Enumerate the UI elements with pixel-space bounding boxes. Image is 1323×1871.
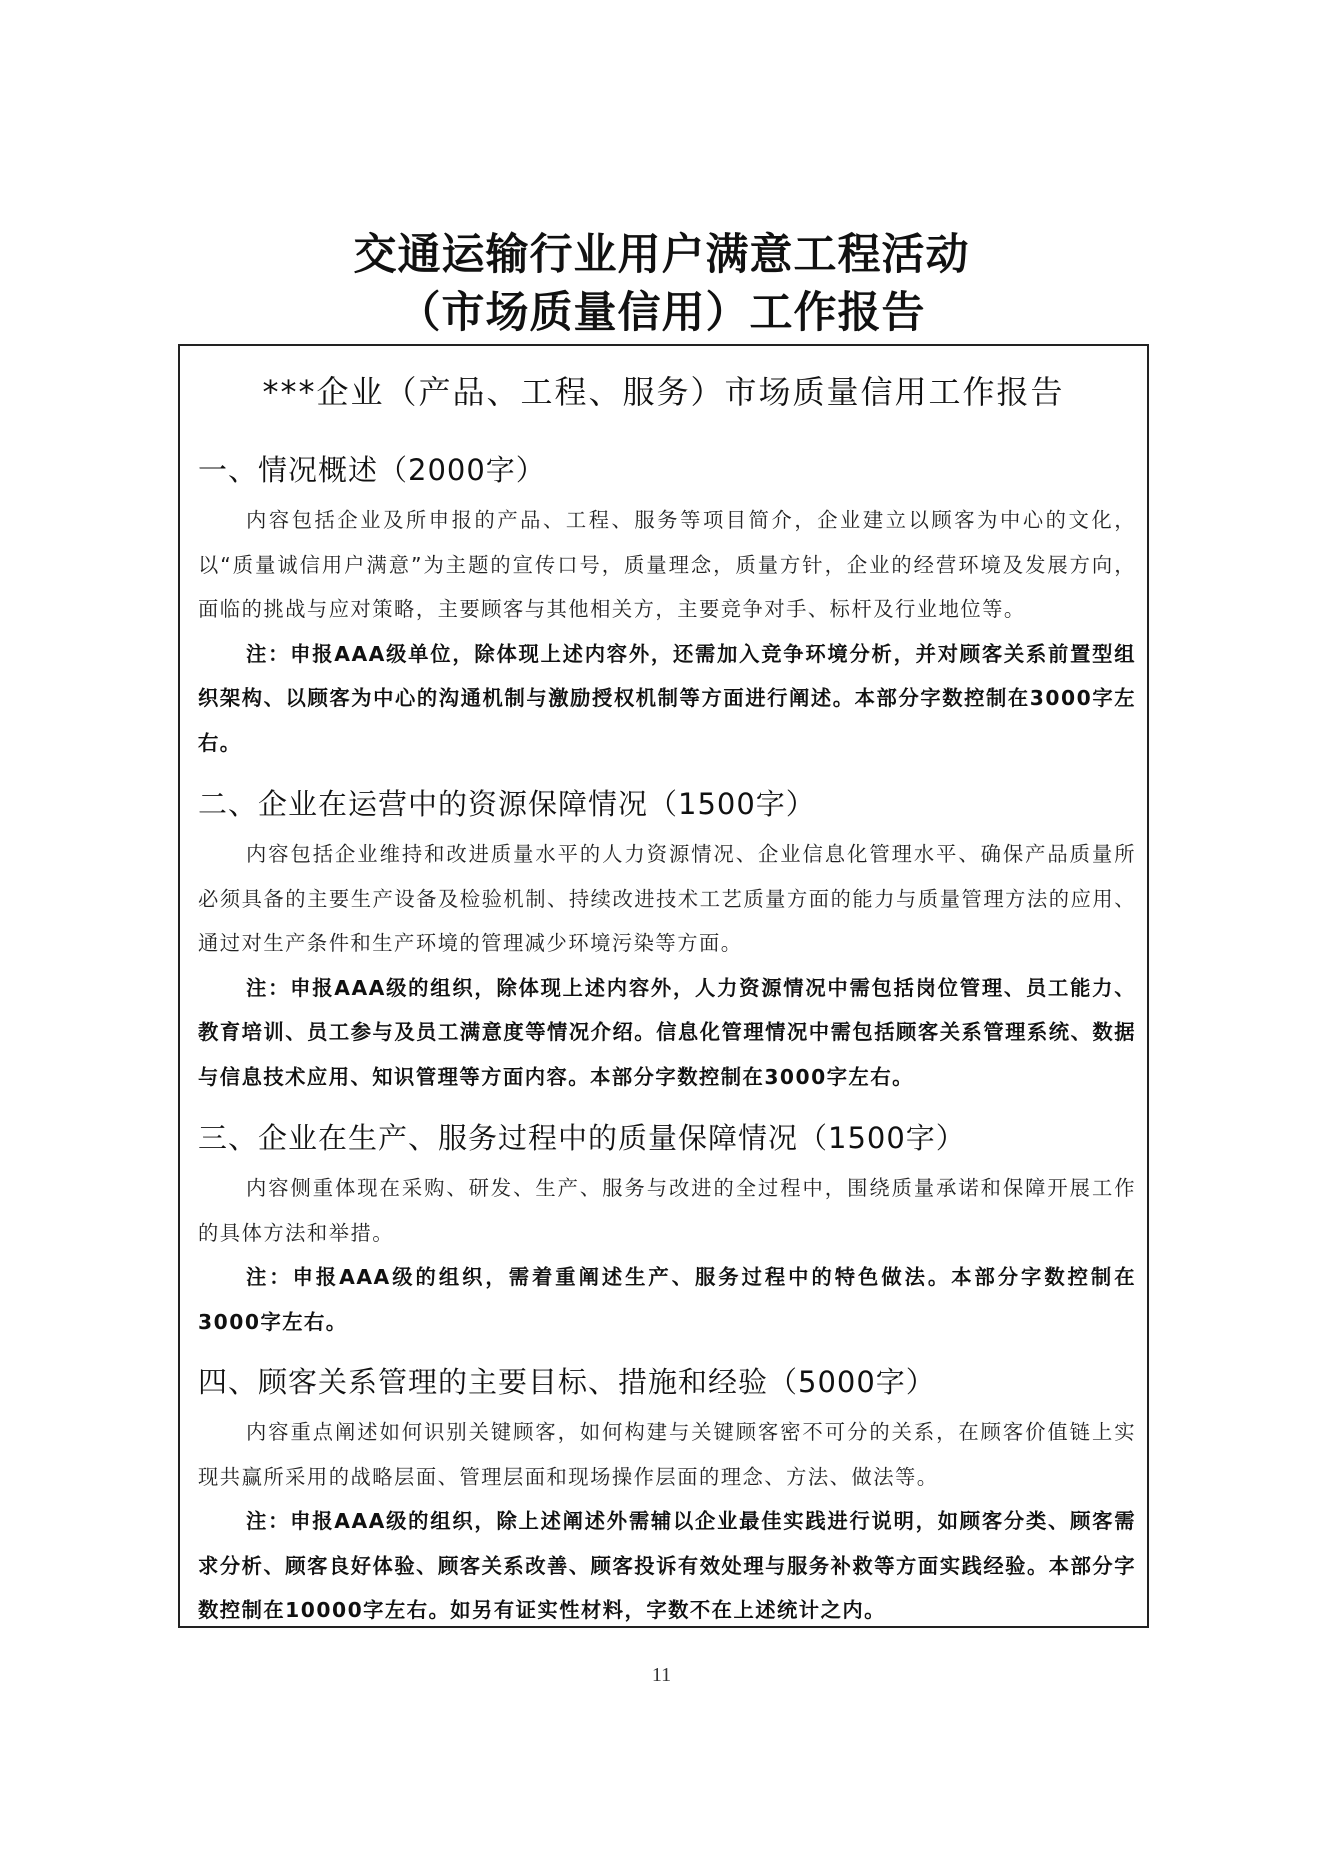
section-note: 注：申报AAA级的组织，除上述阐述外需辅以企业最佳实践进行说明，如顾客分类、顾客需求分析、顾客良好体验、顾客关系改善、顾客投诉有效处理与服务补救等方面实践经验。本部分字数控制在10000字左右。如另有证实性材料，字数不在上述统计之内。 xyxy=(198,1509,1136,1622)
section-note: 注：申报AAA级的组织，除体现上述内容外，人力资源情况中需包括岗位管理、员工能力、教育培训、员工参与及员工满意度等情况介绍。信息化管理情况中需包括顾客关系管理系统、数据与信息技术应用、知识管理等方面内容。本部分字数控制在3000字左右。 xyxy=(198,975,1136,1089)
document-title-line-1: 交通运输行业用户满意工程活动 xyxy=(353,230,970,280)
section-body: 内容包括企业及所申报的产品、工程、服务等项目简介，企业建立以顾客为中心的文化，以“质量诚信用户满意”为主题的宣传口号，质量理念，质量方针，企业的经营环境及发展方向，面临的挑战与应对策略，主要顾客与其他相关方，主要竞争对手、标杆及行业地位等。 xyxy=(198,508,1136,621)
document-title-line-2: （市场质量信用）工作报告 xyxy=(397,288,926,338)
section-note: 注：申报AAA级单位，除体现上述内容外，还需加入竞争环境分析，并对顾客关系前置型组织架构、以顾客为中心的沟通机制与激励授权机制等方面进行阐述。本部分字数控制在3000字左右。 xyxy=(198,641,1136,755)
section-heading: 一、情况概述（2000字） xyxy=(198,453,546,487)
section-quality-assurance xyxy=(198,1118,1136,1344)
report-title: ***企业（产品、工程、服务）市场质量信用工作报告 xyxy=(262,373,1065,411)
section-note: 注：申报AAA级的组织，需着重阐述生产、服务过程中的特色做法。本部分字数控制在3000字左右。 xyxy=(198,1265,1136,1334)
report-frame xyxy=(178,344,1149,1628)
page-number: 11 xyxy=(651,1664,672,1686)
section-body: 内容包括企业维持和改进质量水平的人力资源情况、企业信息化管理水平、确保产品质量所必须具备的主要生产设备及检验机制、持续改进技术工艺质量方面的能力与质量管理方法的应用、通过对生产条件和生产环境的管理减少环境污染等方面。 xyxy=(198,842,1136,955)
section-customer-relations xyxy=(198,1362,1136,1633)
section-heading: 四、顾客关系管理的主要目标、措施和经验（5000字） xyxy=(198,1365,936,1399)
section-body: 内容侧重体现在采购、研发、生产、服务与改进的全过程中，围绕质量承诺和保障开展工作的具体方法和举措。 xyxy=(198,1176,1136,1245)
section-heading: 三、企业在生产、服务过程中的质量保障情况（1500字） xyxy=(198,1121,966,1155)
section-body: 内容重点阐述如何识别关键顾客，如何构建与关键顾客密不可分的关系，在顾客价值链上实现共赢所采用的战略层面、管理层面和现场操作层面的理念、方法、做法等。 xyxy=(198,1420,1136,1489)
document-title xyxy=(0,226,1323,342)
section-overview xyxy=(198,450,1136,765)
section-heading: 二、企业在运营中的资源保障情况（1500字） xyxy=(198,787,816,821)
section-resource-assurance xyxy=(198,784,1136,1099)
